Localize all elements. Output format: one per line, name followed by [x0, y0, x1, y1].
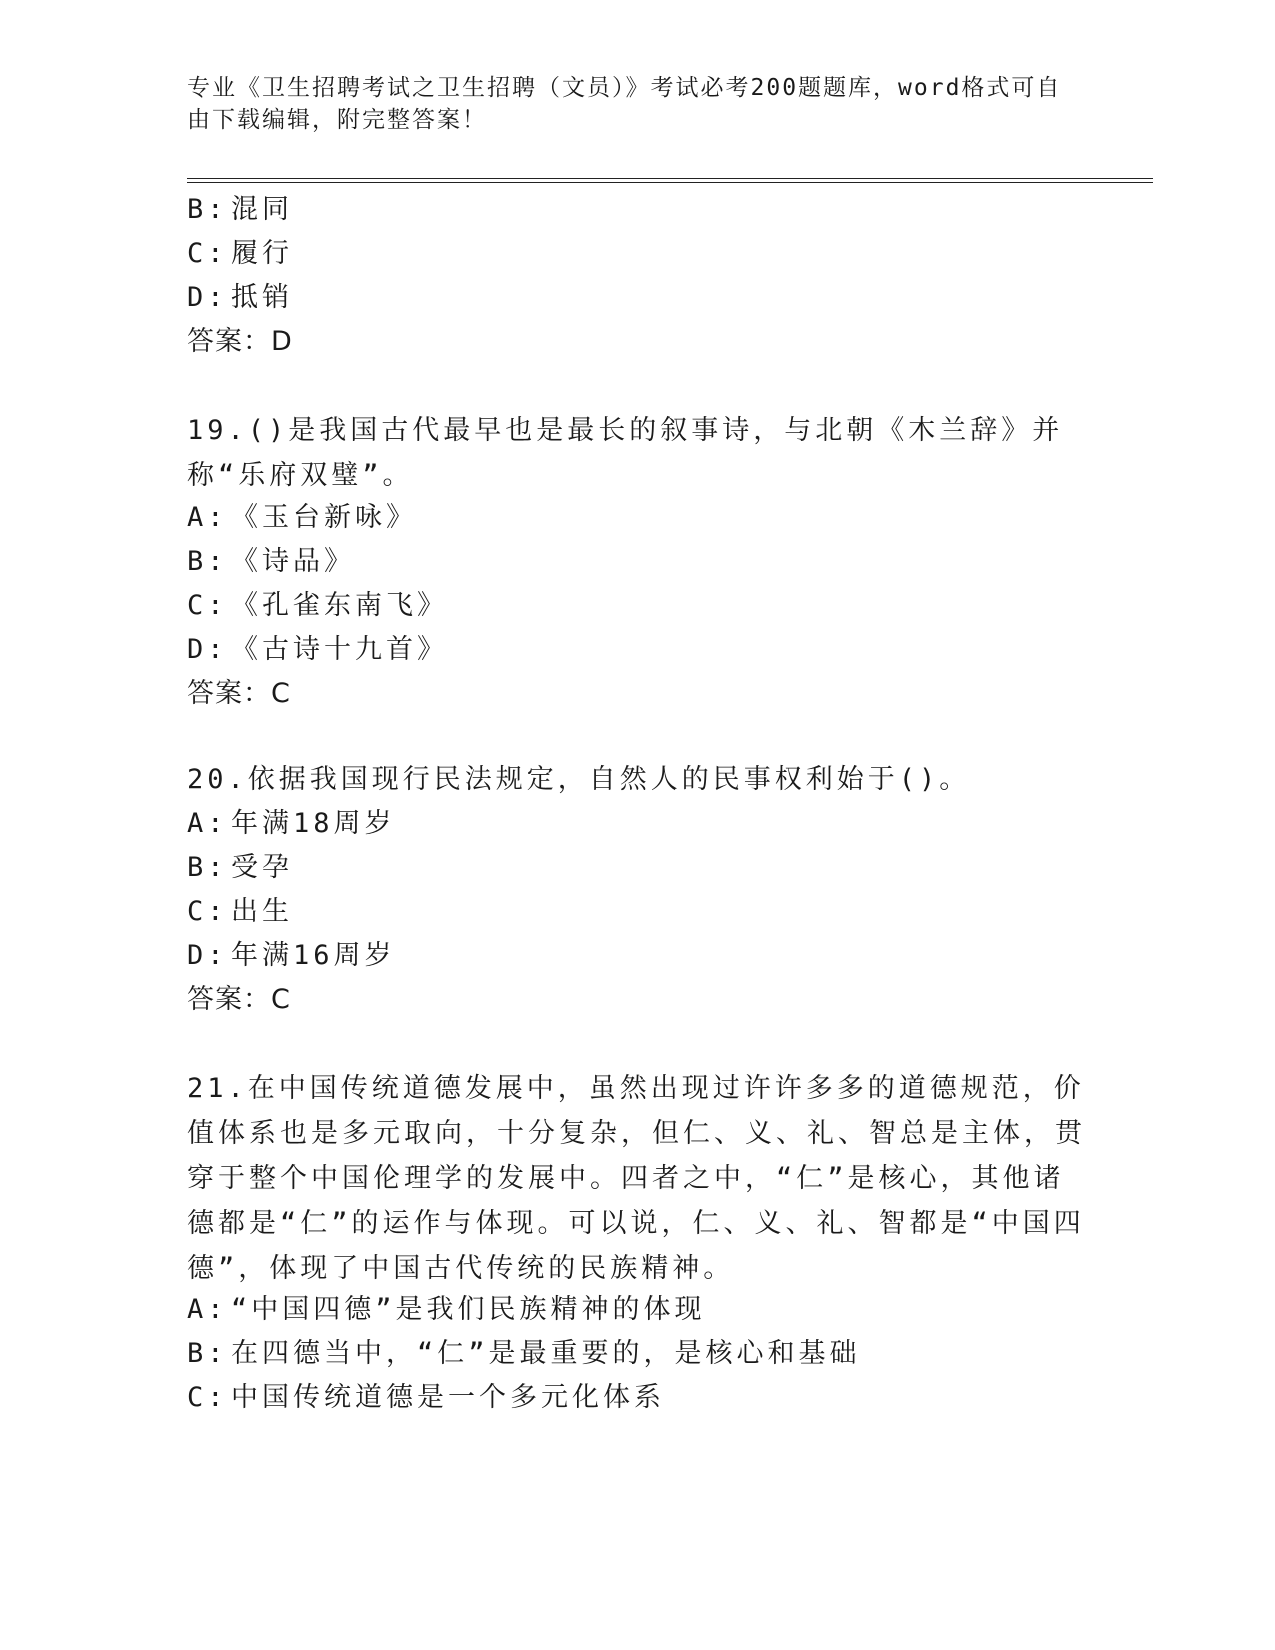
q19-answer: 答案：C: [187, 678, 291, 709]
option-letter: B:: [187, 852, 228, 883]
q21-option-c: [187, 1378, 665, 1418]
option-text: 《古诗十九首》: [231, 634, 448, 665]
option-text: 年满16周岁: [231, 940, 396, 971]
header-divider-top: [187, 178, 1153, 179]
q19-option-b: [187, 542, 355, 582]
q20-stem: 20.依据我国现行民法规定，自然人的民事权利始于()。: [187, 764, 971, 795]
q19-option-d: [187, 630, 448, 670]
option-letter: D:: [187, 282, 228, 313]
header-divider-bottom: [187, 182, 1153, 183]
option-letter: C:: [187, 590, 228, 621]
option-text: 《玉台新咏》: [231, 502, 417, 533]
option-letter: B:: [187, 546, 228, 577]
option-letter: A:: [187, 502, 228, 533]
q18-option-d: [187, 278, 293, 318]
option-letter: C:: [187, 1382, 228, 1413]
option-letter: A:: [187, 808, 228, 839]
option-letter: A:: [187, 1294, 228, 1325]
q18-option-b: [187, 190, 293, 230]
option-text: 在四德当中，“仁”是最重要的，是核心和基础: [231, 1338, 861, 1369]
q21-stem: 21.在中国传统道德发展中，虽然出现过许许多多的道德规范，价值体系也是多元取向，十分复杂，但仁、义、礼、智总是主体，贯穿于整个中国伦理学的发展中。四者之中，“仁”是核心，其他诸德都是“仁”的运作与体现。可以说，仁、义、礼、智都是“中国四德”，体现了中国古代传统的民族精神。: [187, 1073, 1086, 1284]
q19-stem: 19.()是我国古代最早也是最长的叙事诗，与北朝《木兰辞》并称“乐府双璧”。: [187, 415, 1064, 491]
option-letter: D:: [187, 634, 228, 665]
q20-answer: 答案：C: [187, 984, 291, 1015]
option-text: 混同: [231, 194, 293, 225]
option-letter: C:: [187, 896, 228, 927]
option-text: 出生: [231, 896, 293, 927]
option-text: 受孕: [231, 852, 293, 883]
option-text: 抵销: [231, 282, 293, 313]
option-letter: D:: [187, 940, 228, 971]
document-header: 专业《卫生招聘考试之卫生招聘（文员）》考试必考200题题库，word格式可自由下载编辑，附完整答案！: [187, 75, 1062, 133]
option-text: 履行: [231, 238, 293, 269]
option-letter: B:: [187, 194, 228, 225]
q18-option-c: [187, 234, 293, 274]
q19-option-c: [187, 586, 448, 626]
option-text: 《诗品》: [231, 546, 355, 577]
option-text: 年满18周岁: [231, 808, 396, 839]
q21-option-a: [187, 1290, 706, 1330]
q18-answer: 答案：D: [187, 326, 293, 357]
option-text: 中国传统道德是一个多元化体系: [231, 1382, 665, 1413]
q21-option-b: [187, 1334, 861, 1374]
option-letter: B:: [187, 1338, 228, 1369]
q19-option-a: [187, 498, 417, 538]
q20-option-b: [187, 848, 293, 888]
q20-option-d: [187, 936, 396, 976]
q20-option-c: [187, 892, 293, 932]
option-text: 《孔雀东南飞》: [231, 590, 448, 621]
q20-option-a: [187, 804, 396, 844]
option-text: “中国四德”是我们民族精神的体现: [231, 1294, 706, 1325]
option-letter: C:: [187, 238, 228, 269]
